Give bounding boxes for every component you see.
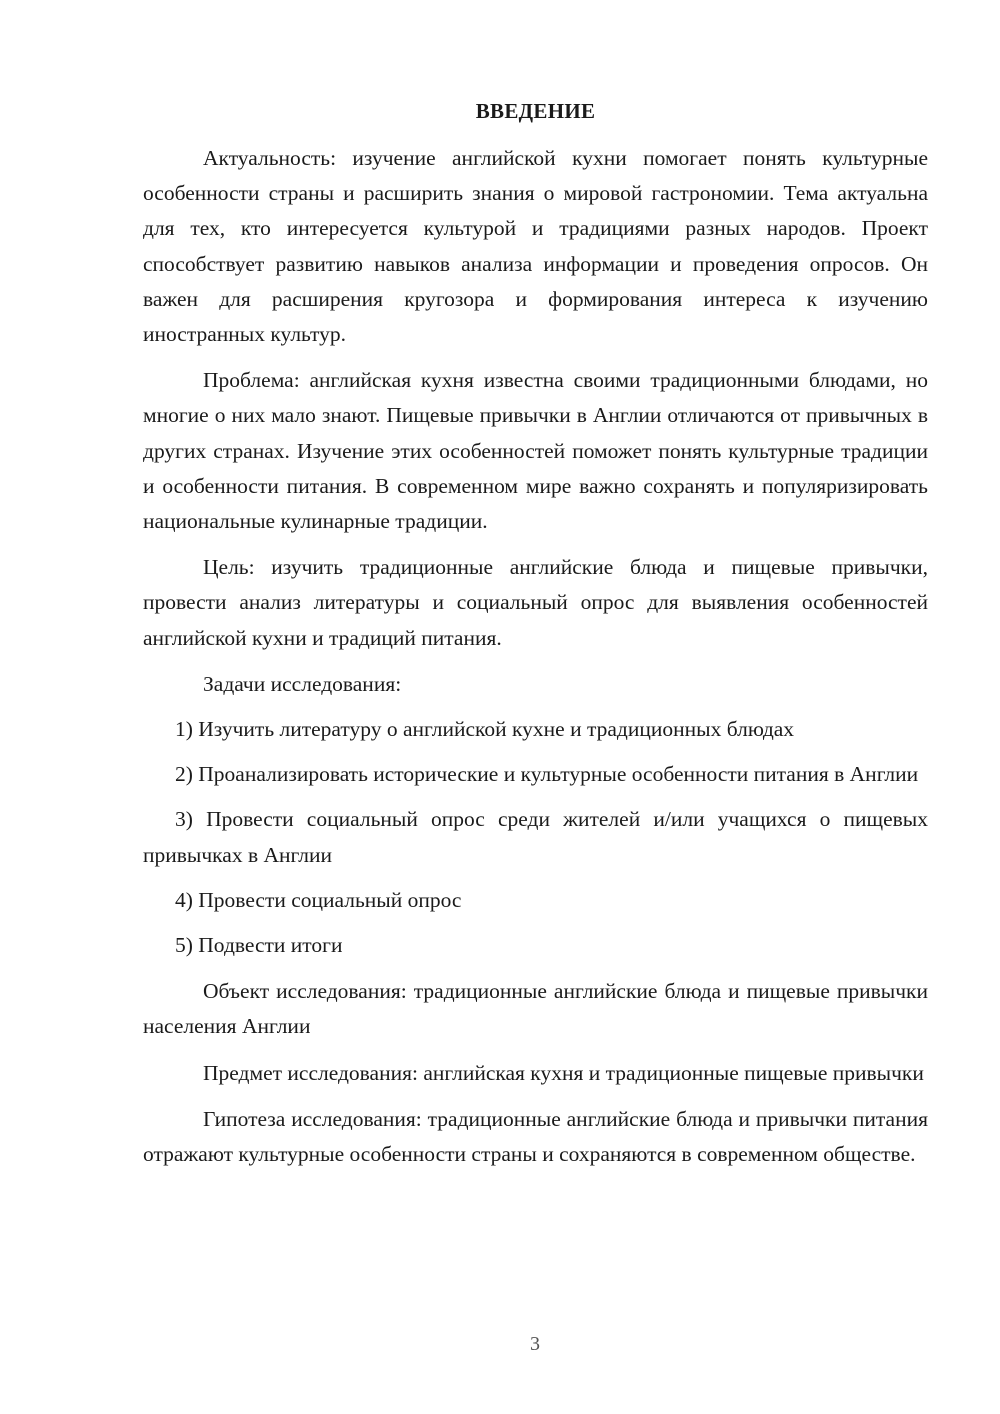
task-item-3: 3) Провести социальный опрос среди жителей и/или учащихся о пищевых привычках в Англии [143, 807, 928, 867]
task-item-5: 5) Подвести итоги [175, 933, 343, 958]
paragraph-goal: Цель: изучить традиционные английские блюда и пищевые привычки, провести анализ литературы и социальный опрос для выявления особенностей английской кухни и традиций питания. [143, 555, 928, 650]
paragraph-problem: Проблема: английская кухня известна своими традиционными блюдами, но многие о них мало знают. Пищевые привычки в Англии отличаются от привычных в других странах. Изучение этих особенностей поможет понять культурные традиции и особенности питания. В современном мире важно сохранять и популяризировать национальные кулинарные традиции. [143, 368, 928, 534]
task-item-4: 4) Провести социальный опрос [175, 887, 462, 912]
task-item-2: 2) Проанализировать исторические и культурные особенности питания в Англии [175, 762, 919, 787]
paragraph-hypothesis: Гипотеза исследования: традиционные английские блюда и привычки питания отражают культурные особенности страны и сохраняются в современном обществе. [143, 1106, 928, 1167]
task-item-1: 1) Изучить литературу о английской кухне и традиционных блюдах [175, 717, 795, 742]
paragraph-relevance: Актуальность: изучение английской кухни помогает понять культурные особенности страны и расширить знания о мировой гастрономии. Тема актуальна для тех, кто интересуется культурой и традициями разных народов. Проект способствует развитию навыков анализа информации и проведения опросов. Он важен для расширения кругозора и формирования интереса к изучению иностранных культур. [143, 146, 928, 347]
paragraph-object: Объект исследования: традиционные английские блюда и пищевые привычки населения Англии [143, 979, 928, 1039]
paragraph-subject: Предмет исследования: английская кухня и традиционные пищевые привычки [203, 1060, 924, 1085]
page-number: 3 [530, 1333, 540, 1355]
tasks-heading: Задачи исследования: [203, 671, 402, 696]
page-title: ВВЕДЕНИЕ [475, 99, 596, 123]
document-page [143, 94, 928, 1172]
